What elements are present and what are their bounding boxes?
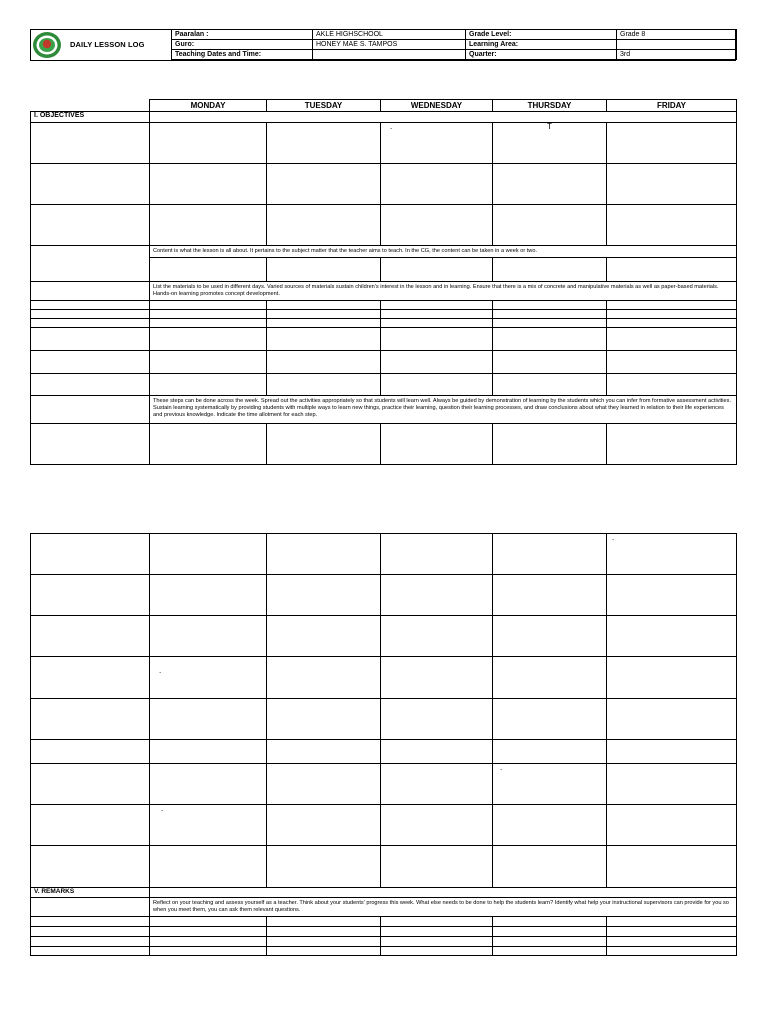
table-row bbox=[31, 319, 737, 328]
table-row bbox=[31, 947, 737, 956]
learning-area-label: Learning Area: bbox=[466, 40, 617, 50]
table-row bbox=[31, 328, 737, 351]
day-header-row bbox=[31, 100, 737, 112]
materials-note: List the materials to be used in different days. Varied sources of materials sustain children's interest in the lesson and in learning. Ensure that there is a mix of concrete and manipulative materials as well as paper-based materials. Hands-on learning promotes concept development. bbox=[150, 282, 737, 301]
day-friday: FRIDAY bbox=[607, 100, 737, 112]
learning-area-value bbox=[617, 40, 737, 50]
materials-note-row bbox=[31, 282, 737, 301]
content-note: Content is what the lesson is all about. It pertains to the subject matter that the teacher aims to teach. In the CG, the content can be taken in a week or two. bbox=[150, 246, 737, 258]
remarks-note-row bbox=[31, 898, 737, 917]
table-row bbox=[31, 424, 737, 465]
table-row bbox=[31, 917, 737, 927]
remarks-note: Reflect on your teaching and assess yourself as a teacher. Think about your students' progress this week. What else needs to be done to help the students learn? Identify what help your instructional supervisors can provide for you so when you meet them, you can ask them relevant questions. bbox=[150, 898, 737, 917]
teacher-value: HONEY MAE S. TAMPOS bbox=[313, 40, 466, 50]
table-row bbox=[31, 937, 737, 947]
day-monday: MONDAY bbox=[150, 100, 267, 112]
quarter-value: 3rd bbox=[617, 50, 737, 60]
table-row bbox=[31, 699, 737, 740]
day-thursday: THURSDAY bbox=[493, 100, 607, 112]
table-row: . T bbox=[31, 123, 737, 164]
header-row-dates bbox=[172, 50, 737, 60]
procedures-note-row bbox=[31, 396, 737, 424]
table-row bbox=[31, 205, 737, 246]
table-row: . bbox=[31, 764, 737, 805]
day-tuesday: TUESDAY bbox=[267, 100, 381, 112]
header-row-teacher bbox=[172, 40, 737, 50]
table-row bbox=[31, 616, 737, 657]
table-row bbox=[31, 351, 737, 374]
grade-level-label: Grade Level: bbox=[466, 30, 617, 40]
teacher-label: Guro: bbox=[172, 40, 313, 50]
day-wednesday: WEDNESDAY bbox=[381, 100, 493, 112]
table-row: . bbox=[31, 534, 737, 575]
table-row bbox=[31, 310, 737, 319]
table-row bbox=[31, 301, 737, 310]
objectives-heading: I. OBJECTIVES bbox=[31, 112, 150, 123]
table-row bbox=[31, 575, 737, 616]
table-row bbox=[31, 927, 737, 937]
table-row bbox=[31, 846, 737, 888]
table-row bbox=[31, 164, 737, 205]
header-row-school bbox=[172, 30, 737, 40]
thursday-mark: T bbox=[547, 122, 552, 131]
teaching-dates-value bbox=[313, 50, 466, 60]
remarks-row bbox=[31, 888, 737, 898]
remarks-heading: V. REMARKS bbox=[31, 888, 150, 898]
content-note-row bbox=[31, 246, 737, 258]
school-value: AKLE HIGHSCHOOL bbox=[313, 30, 466, 40]
table-row bbox=[31, 374, 737, 396]
lesson-grid-upper bbox=[30, 99, 737, 465]
teaching-dates-label: Teaching Dates and Time: bbox=[172, 50, 313, 60]
table-row bbox=[31, 740, 737, 764]
school-seal-icon bbox=[32, 31, 62, 59]
table-row: . bbox=[31, 657, 737, 699]
quarter-label: Quarter: bbox=[466, 50, 617, 60]
grade-level-value: Grade 8 bbox=[617, 30, 737, 40]
table-row: . bbox=[31, 805, 737, 846]
school-label: Paaralan : bbox=[172, 30, 313, 40]
procedures-note: These steps can be done across the week. Spread out the activities appropriately so that students will learn well. Always be guided by demonstration of learning by the students which you can infer from formative assessment activities. Sustain learning systematically by providing students with multiple ways to learn new things, practice their learning, question their learning processes, and draw conclusions about what they learned in relation to their life experiences and previous knowledge. Indicate the time allotment for each step. bbox=[150, 396, 737, 424]
objectives-row bbox=[31, 112, 737, 123]
document-title: DAILY LESSON LOG bbox=[70, 40, 145, 49]
lesson-grid-lower bbox=[30, 533, 737, 956]
header-info-table bbox=[171, 29, 737, 60]
